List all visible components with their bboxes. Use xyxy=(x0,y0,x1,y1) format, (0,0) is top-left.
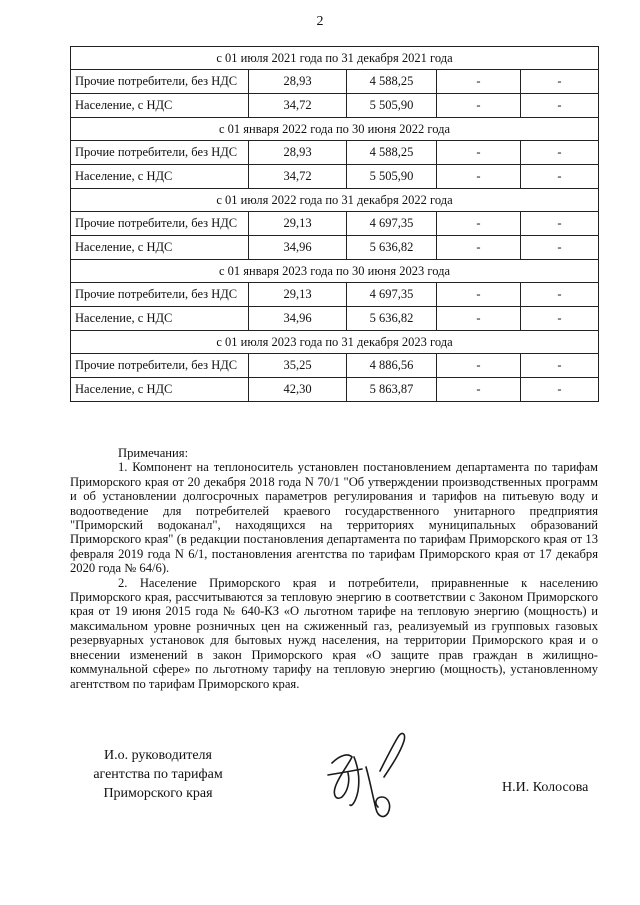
value1-cell: 34,72 xyxy=(249,94,347,118)
value4-cell: - xyxy=(521,70,599,94)
value4-cell: - xyxy=(521,283,599,307)
signatory-title-line: Приморского края xyxy=(103,786,213,801)
period-label: с 01 июля 2023 года по 31 декабря 2023 года xyxy=(71,331,599,354)
value2-cell: 4 697,35 xyxy=(347,212,437,236)
table-row xyxy=(71,141,599,165)
value3-cell: - xyxy=(437,354,521,378)
notes-section xyxy=(70,446,598,691)
value3-cell: - xyxy=(437,212,521,236)
category-cell: Прочие потребители, без НДС xyxy=(71,283,249,307)
period-row xyxy=(71,118,599,141)
table-row xyxy=(71,307,599,331)
value1-cell: 34,72 xyxy=(249,165,347,189)
note-item-2: 2. Население Приморского края и потребители, приравненные к населению Приморского края, рассчитываются за тепловую энергию в соответствии с Законом Приморского края от 19 июня 2015 года № 640-КЗ «О льготном тарифе на тепловую энергию (мощность) и максимальном уровне розничных цен на сжиженный газ, реализуемый из групповых газовых резервуарных установок для бытовых нужд населения, на территории Приморского края и о внесении изменений в закон Приморского края «О защите прав граждан в жилищно-коммунальной сфере» по льготному тарифу на тепловую энергию (мощность), установленному агентством по тарифам Приморского края. xyxy=(70,575,598,691)
value4-cell: - xyxy=(521,307,599,331)
value1-cell: 34,96 xyxy=(249,307,347,331)
value2-cell: 5 505,90 xyxy=(347,94,437,118)
value4-cell: - xyxy=(521,165,599,189)
period-label: с 01 января 2022 года по 30 июня 2022 года xyxy=(71,118,599,141)
value2-cell: 4 588,25 xyxy=(347,70,437,94)
value4-cell: - xyxy=(521,141,599,165)
category-cell: Население, с НДС xyxy=(71,236,249,260)
value1-cell: 29,13 xyxy=(249,283,347,307)
period-row xyxy=(71,47,599,70)
category-cell: Население, с НДС xyxy=(71,165,249,189)
table-row xyxy=(71,94,599,118)
table-row xyxy=(71,378,599,402)
value2-cell: 5 505,90 xyxy=(347,165,437,189)
value4-cell: - xyxy=(521,212,599,236)
table-row xyxy=(71,236,599,260)
table-row xyxy=(71,354,599,378)
value1-cell: 34,96 xyxy=(249,236,347,260)
value1-cell: 28,93 xyxy=(249,70,347,94)
value1-cell: 28,93 xyxy=(249,141,347,165)
value3-cell: - xyxy=(437,70,521,94)
category-cell: Население, с НДС xyxy=(71,94,249,118)
signatory-title xyxy=(78,746,238,803)
signatory-title-line: агентства по тарифам xyxy=(93,767,223,782)
value3-cell: - xyxy=(437,236,521,260)
category-cell: Прочие потребители, без НДС xyxy=(71,212,249,236)
value2-cell: 4 697,35 xyxy=(347,283,437,307)
period-row xyxy=(71,331,599,354)
note-item-1: 1. Компонент на теплоноситель установлен постановлением департамента по тарифам Приморского края от 20 декабря 2018 года N 70/1 "Об утверждении производственных программ и об установлении долгосрочных параметров регулирования и тарифов на питьевую воду и водоотведение для потребителей краевого государственного унитарного предприятия "Приморский водоканал", находящихся на территориях муниципальных образований Приморского края" (в редакции постановления департамента по тарифам Приморского края от 13 февраля 2019 года N 6/1, постановления агентства по тарифам Приморского края от 17 декабря 2020 года № 64/6). xyxy=(70,460,598,576)
value1-cell: 35,25 xyxy=(249,354,347,378)
period-row xyxy=(71,189,599,212)
value3-cell: - xyxy=(437,165,521,189)
category-cell: Прочие потребители, без НДС xyxy=(71,354,249,378)
signer-name: Н.И. Колосова xyxy=(502,780,589,795)
value4-cell: - xyxy=(521,378,599,402)
category-cell: Население, с НДС xyxy=(71,307,249,331)
value2-cell: 5 636,82 xyxy=(347,236,437,260)
value3-cell: - xyxy=(437,307,521,331)
table-row xyxy=(71,70,599,94)
value2-cell: 5 636,82 xyxy=(347,307,437,331)
signatory-title-line: И.о. руководителя xyxy=(103,748,212,763)
category-cell: Население, с НДС xyxy=(71,378,249,402)
value3-cell: - xyxy=(437,141,521,165)
value4-cell: - xyxy=(521,354,599,378)
value4-cell: - xyxy=(521,94,599,118)
page-number: 2 xyxy=(316,14,324,29)
table-row xyxy=(71,165,599,189)
value1-cell: 29,13 xyxy=(249,212,347,236)
value3-cell: - xyxy=(437,378,521,402)
tariff-table xyxy=(70,46,599,402)
table-row xyxy=(71,283,599,307)
value2-cell: 4 588,25 xyxy=(347,141,437,165)
period-label: с 01 июля 2021 года по 31 декабря 2021 года xyxy=(71,47,599,70)
category-cell: Прочие потребители, без НДС xyxy=(71,70,249,94)
value2-cell: 5 863,87 xyxy=(347,378,437,402)
category-cell: Прочие потребители, без НДС xyxy=(71,141,249,165)
notes-heading: Примечания: xyxy=(118,446,189,460)
value2-cell: 4 886,56 xyxy=(347,354,437,378)
period-label: с 01 июля 2022 года по 31 декабря 2022 года xyxy=(71,189,599,212)
period-label: с 01 января 2023 года по 30 июня 2023 года xyxy=(71,260,599,283)
handwritten-signature xyxy=(318,727,418,827)
value1-cell: 42,30 xyxy=(249,378,347,402)
value4-cell: - xyxy=(521,236,599,260)
table-row xyxy=(71,212,599,236)
period-row xyxy=(71,260,599,283)
value3-cell: - xyxy=(437,283,521,307)
value3-cell: - xyxy=(437,94,521,118)
